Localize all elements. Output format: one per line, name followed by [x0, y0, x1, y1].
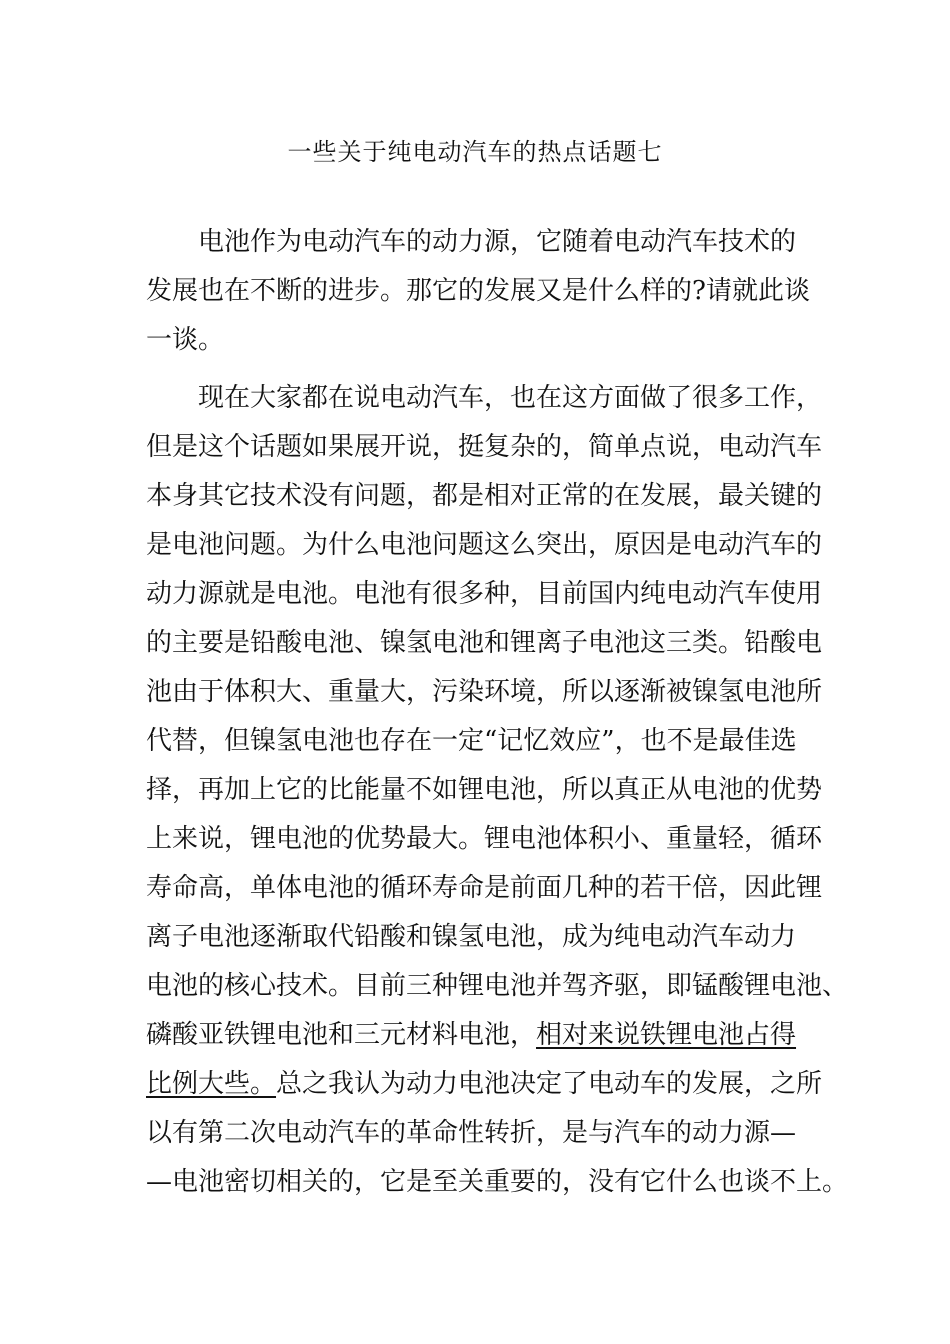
answer-line: —电池密切相关的，它是至关重要的，没有它什么也谈不上。	[146, 1167, 849, 1197]
answer-line: 是电池问题。为什么电池问题这么突出，原因是电动汽车的	[146, 530, 823, 560]
question-line: 电池作为电动汽车的动力源，它随着电动汽车技术的	[198, 227, 797, 257]
question-line: 发展也在不断的进步。那它的发展又是什么样的?请就此谈	[146, 276, 810, 306]
answer-line: 离子电池逐渐取代铅酸和镍氢电池，成为纯电动汽车动力	[146, 922, 797, 952]
answer-text: 总之我认为动力电池决定了电动车的发展，之所	[276, 1069, 823, 1099]
answer-line: 但是这个话题如果展开说，挺复杂的，简单点说，电动汽车	[146, 432, 823, 462]
answer-text: 磷酸亚铁锂电池和三元材料电池，	[146, 1020, 537, 1050]
answer-line: 本身其它技术没有问题，都是相对正常的在发展，最关键的	[146, 481, 823, 511]
answer-line: 现在大家都在说电动汽车，也在这方面做了很多工作，	[198, 383, 823, 413]
answer-line: 上来说，锂电池的优势最大。锂电池体积小、重量轻，循环	[146, 824, 823, 854]
question-line: 一谈。	[146, 325, 225, 355]
answer-line	[146, 1064, 826, 1104]
answer-line: 择，再加上它的比能量不如锂电池，所以真正从电池的优势	[146, 775, 823, 805]
answer-line: 寿命高，单体电池的循环寿命是前面几种的若干倍，因此锂	[146, 873, 823, 903]
document-title: 一些关于纯电动汽车的热点话题七	[287, 138, 663, 166]
answer-line: 电池的核心技术。目前三种锂电池并驾齐驱，即锰酸锂电池、	[146, 971, 849, 1001]
answer-line: 池由于体积大、重量大，污染环境，所以逐渐被镍氢电池所	[146, 677, 823, 707]
answer-line: 的主要是铅酸电池、镍氢电池和锂离子电池这三类。铅酸电	[146, 628, 823, 658]
underlined-text: 比例大些。	[146, 1069, 277, 1099]
answer-line: 代替，但镍氢电池也存在一定“记忆效应”，也不是最佳选	[146, 726, 797, 756]
answer-line	[146, 1015, 826, 1055]
underlined-text: 相对来说铁锂电池占得	[536, 1020, 797, 1050]
answer-line: 动力源就是电池。电池有很多种，目前国内纯电动汽车使用	[146, 579, 823, 609]
answer-line: 以有第二次电动汽车的革命性转折，是与汽车的动力源—	[146, 1118, 797, 1148]
